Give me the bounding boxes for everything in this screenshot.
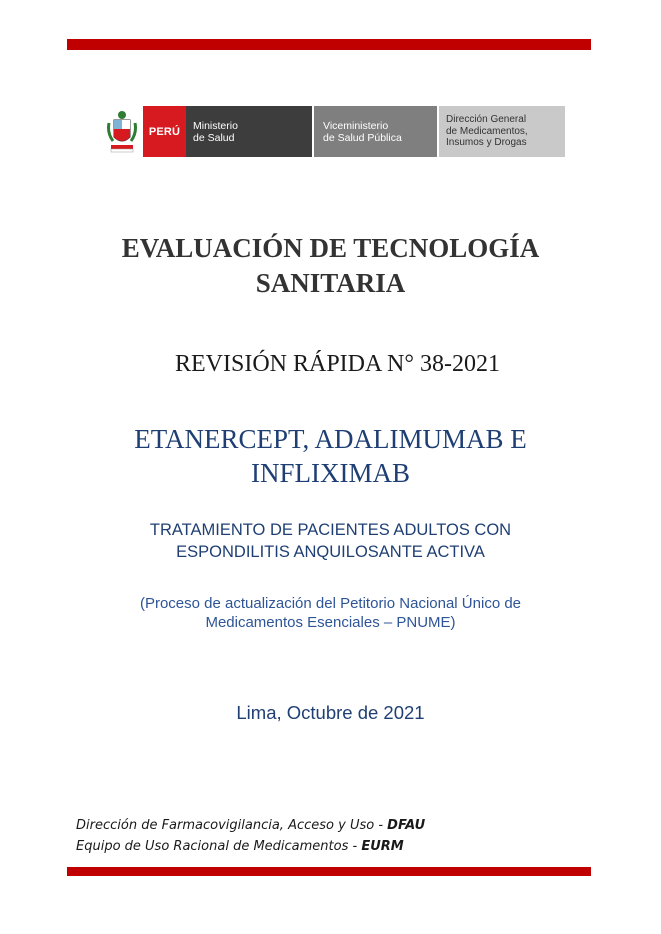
place-date: Lima, Octubre de 2021 <box>236 702 425 723</box>
drugs-line-2: INFLIXIMAB <box>251 458 410 488</box>
title-line-2: SANITARIA <box>255 268 406 298</box>
viceministry-box <box>314 106 437 157</box>
drug-names <box>0 422 661 490</box>
title-line-1: EVALUACIÓN DE TECNOLOGÍA <box>121 233 540 263</box>
indication-line-1: TRATAMIENTO DE PACIENTES ADULTOS CON <box>149 521 512 539</box>
process-note <box>0 594 661 632</box>
dg-line-3: Insumos y Drogas <box>446 137 527 149</box>
footer-line-1-text: Dirección de Farmacovigilancia, Acceso y Uso <box>76 818 375 833</box>
ministry-line-2: de Salud <box>193 131 235 144</box>
footer-line-2 <box>76 836 425 857</box>
ministry-line-1: Ministerio <box>193 119 238 132</box>
bottom-red-rule <box>67 867 591 876</box>
ministry-box <box>186 106 312 157</box>
peru-coat-of-arms-icon <box>105 106 143 157</box>
footer-line-2-sep: - <box>348 839 362 854</box>
process-line-2: Medicamentos Esenciales – PNUME) <box>205 614 456 631</box>
dg-line-2: de Medicamentos, <box>446 125 528 137</box>
indication <box>0 519 661 563</box>
process-line-1: (Proceso de actualización del Petitorio Nacional Único de <box>139 595 522 612</box>
footer-credits <box>76 815 425 857</box>
review-number: REVISIÓN RÁPIDA N° 38-2021 <box>175 351 500 377</box>
indication-line-2: ESPONDILITIS ANQUILOSANTE ACTIVA <box>176 543 485 561</box>
document-title <box>0 231 661 301</box>
directorate-box <box>439 106 565 157</box>
footer-line-2-abbr: EURM <box>361 839 404 854</box>
footer-line-1-sep: - <box>374 818 388 833</box>
dg-line-1: Dirección General <box>446 114 527 126</box>
drugs-line-1: ETANERCEPT, ADALIMUMAB E <box>134 424 527 454</box>
peru-label-box <box>143 106 186 157</box>
institution-logo-bar <box>105 106 565 157</box>
footer-line-1 <box>76 815 425 836</box>
vice-line-1: Viceministerio <box>323 119 389 132</box>
peru-label: PERÚ <box>148 125 181 138</box>
top-red-rule <box>67 39 591 50</box>
vice-line-2: de Salud Pública <box>323 131 402 144</box>
footer-line-2-text: Equipo de Uso Racional de Medicamentos <box>76 839 349 854</box>
footer-line-1-abbr: DFAU <box>387 818 426 833</box>
